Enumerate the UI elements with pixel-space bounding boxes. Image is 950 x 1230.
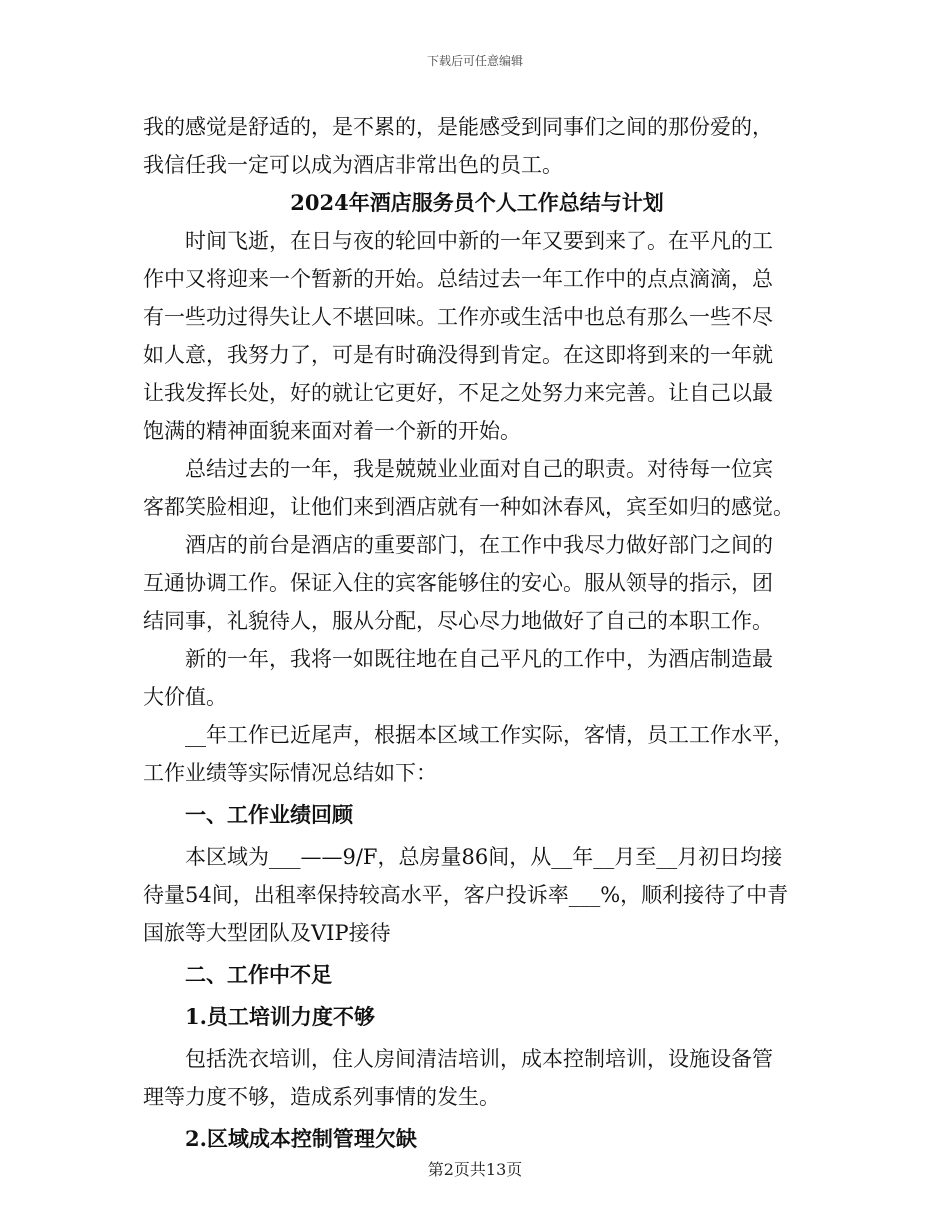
paragraph-line: 结同事，礼貌待人，服从分配，尽心尽力地做好了自己的本职工作。 [143,609,773,633]
paragraph-line: 时间飞逝，在日与夜的轮回中新的一年又要到来了。在平凡的工 [185,229,773,253]
document-title: 2024年酒店服务员个人工作总结与计划 [290,190,664,215]
paragraph-line: 作中又将迎来一个暂新的开始。总结过去一年工作中的点点滴滴，总 [143,267,773,291]
page-header-note: 下载后可任意编辑 [426,54,523,68]
paragraph-line: 包括洗衣培训，住人房间清洁培训，成本控制培训，设施设备管 [185,1047,773,1071]
paragraph-line: 酒店的前台是酒店的重要部门，在工作中我尽力做好部门之间的 [185,533,773,557]
page-number: 第2页共13页 [427,1160,523,1179]
intro-line: 我的感觉是舒适的，是不累的，是能感受到同事们之间的那份爱的， [143,115,773,139]
paragraph-line: 客都笑脸相迎，让他们来到酒店就有一种如沐春风，宾至如归的感觉。 [143,495,794,519]
paragraph-line: __年工作已近尾声，根据本区域工作实际，客情，员工工作水平， [185,723,794,747]
paragraph-line: 如人意，我努力了，可是有时确没得到肯定。在这即将到来的一年就 [143,343,773,367]
paragraph-line: 互通协调工作。保证入住的宾客能够住的安心。服从领导的指示，团 [143,571,773,595]
subsection-heading: 2.区域成本控制管理欠缺 [185,1126,417,1151]
paragraph-line: 总结过去的一年，我是兢兢业业面对自己的职责。对待每一位宾 [185,457,773,481]
intro-line: 我信任我一定可以成为酒店非常出色的员工。 [143,153,563,177]
paragraph-line: 有一些功过得失让人不堪回味。工作亦或生活中也总有那么一些不尽 [143,305,773,329]
section-heading: 一、工作业绩回顾 [185,802,353,827]
subsection-heading: 1.员工培训力度不够 [185,1004,375,1029]
document-body [143,108,811,1162]
paragraph-line: 国旅等大型团队及VIP接待 [143,921,391,945]
paragraph-line: 工作业绩等实际情况总结如下： [143,761,437,785]
paragraph-line: 理等力度不够，造成系列事情的发生。 [143,1085,500,1109]
paragraph-line: 大价值。 [143,685,227,709]
paragraph-line: 饱满的精神面貌来面对着一个新的开始。 [143,419,521,443]
paragraph-line: 新的一年，我将一如既往地在自己平凡的工作中，为酒店制造最 [185,647,773,671]
paragraph-line: 待量54间，出租率保持较高水平，客户投诉率___%，顺利接待了中青 [143,883,789,907]
section-heading: 二、工作中不足 [185,962,332,987]
paragraph-line: 让我发挥长处，好的就让它更好，不足之处努力来完善。让自己以最 [143,381,773,405]
paragraph-line: 本区域为___——9/F，总房量86间，从__年__月至__月初日均接 [185,845,783,869]
